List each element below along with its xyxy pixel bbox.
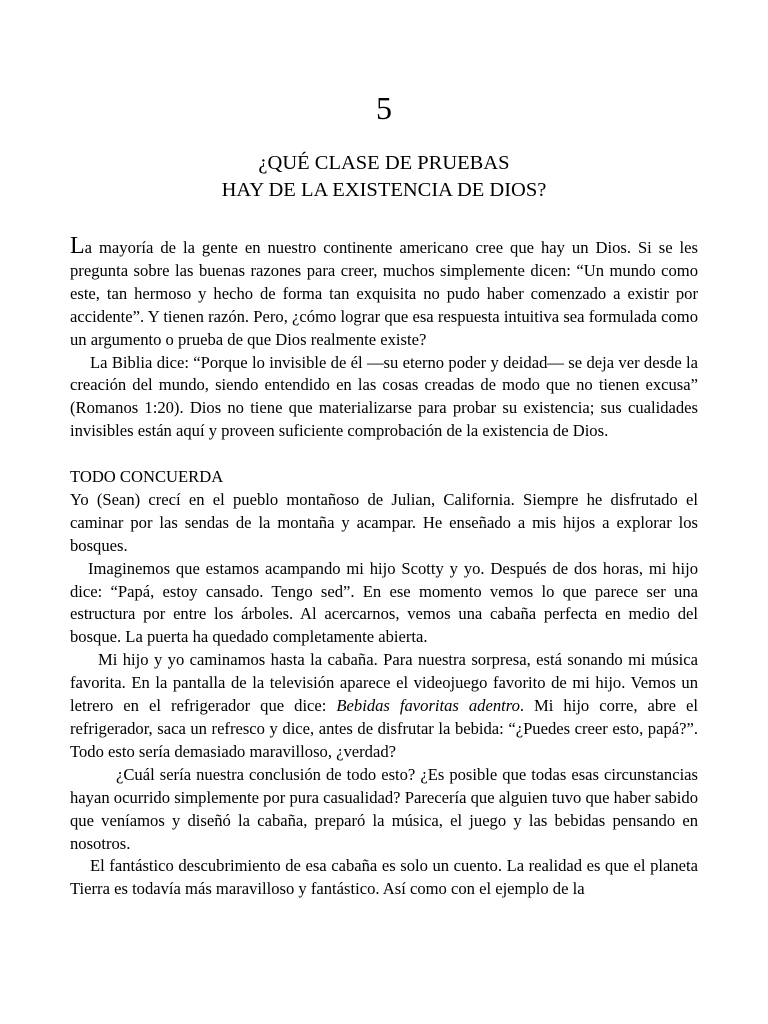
paragraph-bible-quote: La Biblia dice: “Porque lo invisible de él —su eterno poder y deidad— se deja ver desde la creación del mundo, siendo entendido en las cosas creadas de modo que no tienen excusa” (Romanos 1:20). Dios no tiene que materializarse para probar su existencia; sus cualidades invisibles están aquí y proveen suficiente comprobación de la existencia de Dios. [70,352,698,441]
chapter-number: 5 [376,90,392,126]
chapter-title-line-2: HAY DE LA EXISTENCIA DE DIOS? [221,179,547,201]
section-heading: TODO CONCUERDA [70,467,224,487]
paragraph-cabin [70,649,698,764]
paragraph-conclusion: ¿Cuál sería nuestra conclusión de todo esto? ¿Es posible que todas esas circunstancias hayan ocurrido simplemente por pura casualidad? Parecería que alguien tuvo que haber sabido que veníamos y diseñó la cabaña, preparó la música, el juego y las bebidas pensando en nosotros. [70,764,698,853]
chapter-title [0,150,768,204]
drop-cap: L [70,233,85,259]
chapter-body [70,233,699,901]
chapter-title-line-1: ¿QUÉ CLASE DE PRUEBAS [258,152,510,174]
refrigerator-sign-text: Bebidas favoritas adentro [336,696,520,716]
paragraph-cabin-text-b: . Mi hijo corre, abre el refrigerador, saca un refresco y dice, antes de disfrutar la bebida: “¿Puedes creer esto, papá?”. Todo esto sería demasiado maravilloso, ¿verdad? [70,696,699,761]
paragraph-sean: Yo (Sean) crecí en el pueblo montañoso de Julian, California. Siempre he disfrutado el caminar por las sendas de la montaña y acampar. He enseñado a mis hijos a explorar los bosques. [70,489,698,555]
paragraph-camping: Imaginemos que estamos acampando mi hijo Scotty y yo. Después de dos horas, mi hijo dice: “Papá, estoy cansado. Tengo sed”. En ese momento vemos lo que parece ser una estructura por entre los árboles. Al acercarnos, vemos una cabaña perfecta en medio del bosque. La puerta ha quedado completamente abierta. [70,558,698,647]
paragraph-planet: El fantástico descubrimiento de esa cabaña es solo un cuento. La realidad es que el planeta Tierra es todavía más maravilloso y fantástico. Así como con el ejemplo de la [70,856,698,899]
paragraph-intro [70,233,698,352]
paragraph-cabin-text-a: Mi hijo y yo caminamos hasta la cabaña. Para nuestra sorpresa, está sonando mi música favorita. En la pantalla de la televisión aparece el videojuego favorito de mi hijo. Vemos un letrero en el refrigerador que dice: [70,650,698,716]
paragraph-intro-text: a mayoría de la gente en nuestro continente americano cree que hay un Dios. Si se les pregunta sobre las buenas razones para creer, muchos simplemente dicen: “Un mundo como este, tan hermoso y hecho de forma tan exquisita no pudo haber comenzado a existir por accidente”. Y tienen razón. Pero, ¿cómo lograr que esa respuesta intuitiva sea formulada como un argumento o prueba de que Dios realmente existe? [70,238,698,349]
